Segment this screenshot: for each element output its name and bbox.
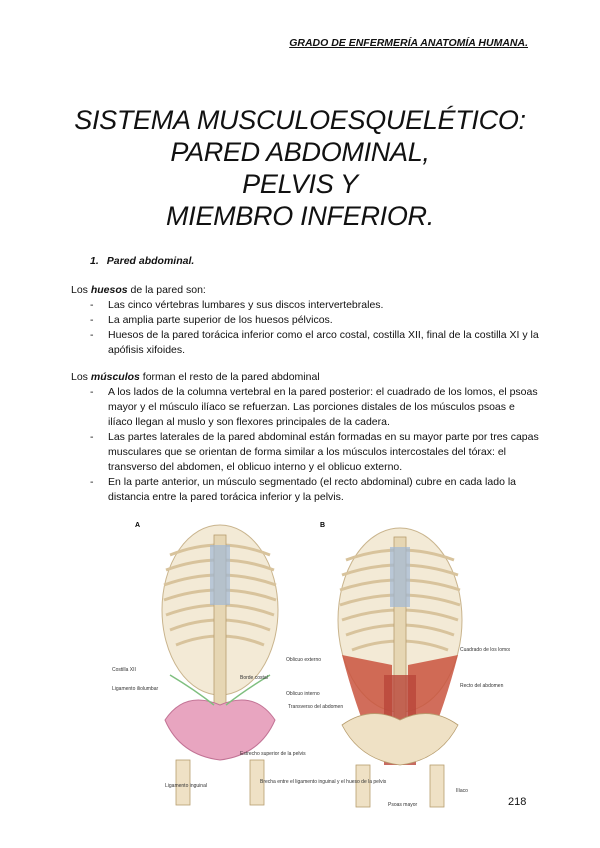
list-item: - Huesos de la pared torácica inferior como el arco costal, costilla XII, final de la costilla XI y la apófisis xifoides. (71, 328, 541, 358)
section-number: 1. (90, 255, 99, 267)
page-title (0, 104, 600, 232)
muscles-list (71, 385, 541, 505)
page-number: 218 (508, 796, 527, 808)
panel-b-label: B (320, 522, 326, 529)
label-iliaco: Ilíaco (456, 788, 468, 794)
muscles-lead (71, 370, 541, 385)
title-line: MIEMBRO INFERIOR. (166, 201, 434, 231)
label-ligamento-inguinal: Ligamento inguinal (165, 783, 207, 789)
title-line: PARED ABDOMINAL, (170, 137, 430, 167)
label-borde-costal: Borde costal (240, 675, 268, 681)
label-cuadrado-lomos: Cuadrado de los lomos (460, 647, 510, 653)
list-item: - A los lados de la columna vertebral en la pared posterior: el cuadrado de los lomos, el psoas mayor y el músculo ilíaco se refuerzan. Las porciones distales de los músculos psoas e ilíaco llegan al muslo y son flexores principales de la cadera. (71, 385, 541, 430)
label-costilla-xii: Costilla XII (112, 667, 136, 673)
panel-b-skeleton (338, 528, 462, 807)
muscles-prefix: Los (71, 371, 91, 383)
label-oblicuo-externo: Oblicuo externo (286, 657, 322, 663)
running-header: GRADO DE ENFERMERÍA ANATOMÍA HUMANA. (289, 37, 528, 49)
anatomy-illustration (110, 515, 510, 810)
list-item: - Las partes laterales de la pared abdominal están formadas en su mayor parte por tres capas musculares que se orientan de forma similar a los músculos intercostales del tórax: el transverso del abdomen, el oblicuo interno y el oblicuo externo. (71, 430, 541, 475)
bones-paragraph (71, 283, 541, 358)
label-transverso: Transverso del abdomen (288, 704, 344, 710)
list-item: - La amplia parte superior de los huesos pélvicos. (71, 313, 541, 328)
list-item: - Las cinco vértebras lumbares y sus discos intervertebrales. (71, 298, 541, 313)
section-title: Pared abdominal. (106, 255, 195, 267)
title-line: PELVIS Y (242, 169, 358, 199)
label-brecha: Brecha entre el ligamento inguinal y el hueso de la pelvis (260, 779, 387, 785)
section-heading (90, 255, 194, 267)
muscles-suffix: forman el resto de la pared abdominal (139, 371, 320, 383)
label-psoas-mayor: Psoas mayor (388, 802, 418, 808)
panel-a-label: A (135, 522, 141, 529)
bones-suffix: de la pared son: (127, 284, 206, 296)
list-item: - En la parte anterior, un músculo segmentado (el recto abdominal) cubre en cada lado la distancia entre la pared torácica inferior y la pelvis. (71, 475, 541, 505)
muscles-paragraph (71, 370, 541, 505)
panel-a-skeleton (162, 525, 278, 805)
label-ligamento-iliolumbar: Ligamento iliolumbar (112, 686, 159, 692)
anatomy-figure (110, 515, 510, 810)
bones-keyword: huesos (90, 284, 128, 296)
title-line: SISTEMA MUSCULOESQUELÉTICO: (74, 105, 526, 135)
label-recto-abdomen: Recto del abdomen (460, 683, 504, 689)
label-oblicuo-interno: Oblicuo interno (286, 691, 320, 697)
muscles-keyword: músculos (90, 371, 140, 383)
label-estrecho-superior: Estrecho superior de la pelvis (240, 751, 306, 757)
bones-list (71, 298, 541, 358)
bones-lead (71, 283, 541, 298)
bones-prefix: Los (71, 284, 91, 296)
